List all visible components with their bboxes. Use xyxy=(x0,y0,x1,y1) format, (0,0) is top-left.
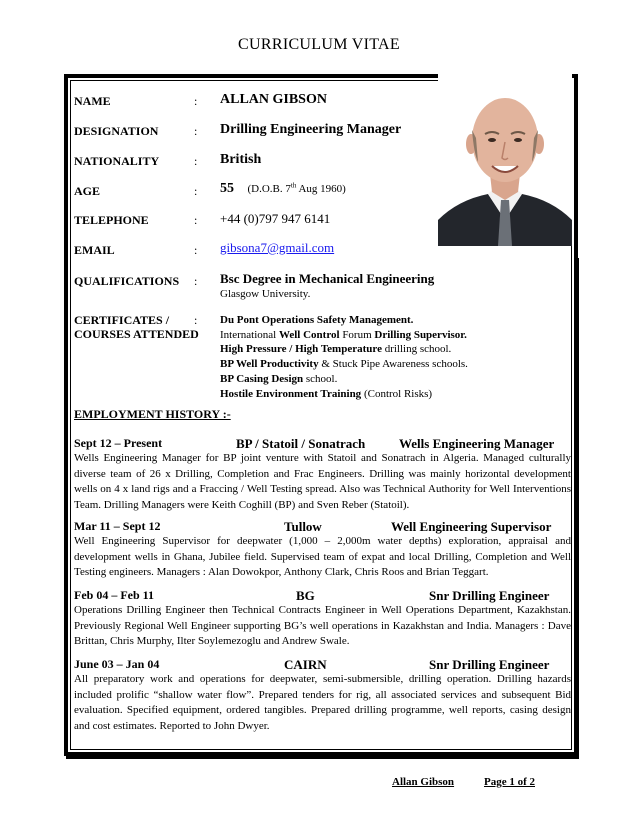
age-value-row xyxy=(220,181,346,197)
job-header xyxy=(74,588,571,604)
cert-line-2c: Forum xyxy=(339,328,375,341)
portrait-photo xyxy=(438,70,572,246)
job-description: Operations Drilling Engineer then Technical Contracts Engineer in Well Operations Department, Kazakhstan. Previously Regional Well Engineer supporting BG’s well operations in Kazakhstan and India. Managers : Dave Brittan, Chris Murphy, Ilter Soylemezoglu and Andrew Swale. xyxy=(74,604,571,647)
nationality-value: British xyxy=(220,152,262,167)
frame-shadow-right xyxy=(575,258,579,758)
employment-heading: EMPLOYMENT HISTORY :- xyxy=(74,407,231,421)
nationality-colon: : xyxy=(194,154,198,168)
nationality-label: NATIONALITY xyxy=(74,154,160,168)
cert-line-1: Du Pont Operations Safety Management. xyxy=(220,314,414,326)
cert-line-5 xyxy=(220,372,337,387)
qualifications-label: QUALIFICATIONS xyxy=(74,274,180,288)
job-dates: June 03 – Jan 04 xyxy=(74,657,160,671)
email-colon: : xyxy=(194,243,198,257)
dob-suffix: Aug 1960) xyxy=(296,183,346,195)
job-company: Tullow xyxy=(284,519,322,534)
job-dates: Feb 04 – Feb 11 xyxy=(74,588,154,602)
name-colon: : xyxy=(194,94,198,108)
dob-sup: th xyxy=(290,181,297,190)
job-header xyxy=(74,436,571,452)
cert-line-3 xyxy=(220,342,451,357)
job-company: CAIRN xyxy=(284,657,327,672)
cert-line-4 xyxy=(220,357,468,372)
telephone-value: +44 (0)797 947 6141 xyxy=(220,211,331,226)
job-dates: Sept 12 – Present xyxy=(74,436,163,450)
cert-line-2a: International xyxy=(220,328,279,341)
portrait-illustration xyxy=(438,70,572,246)
cert-line-6b: (Control Risks) xyxy=(361,387,433,400)
job-role: Well Engineering Supervisor xyxy=(391,519,552,534)
cert-line-6a: Hostile Environment Training xyxy=(220,387,362,400)
designation-colon: : xyxy=(194,124,198,138)
job-role: Snr Drilling Engineer xyxy=(429,588,550,603)
job-description: All preparatory work and operations for deepwater, semi-submersible, drilling operation. Drilling hazards included prolific “shallow water flow”. Prepared tenders for rig, all associated services and subsequent Bid evaluation. Specified equipment, ordered tangibles. Prepared drilling programme, well reports, casing design and cost estimates. Reported to John Dwyer. xyxy=(74,673,571,732)
certificates-colon: : xyxy=(194,313,198,327)
telephone-label: TELEPHONE xyxy=(74,213,149,227)
cert-line-2 xyxy=(220,328,467,343)
designation-label: DESIGNATION xyxy=(74,124,159,138)
qualifications-value: Bsc Degree in Mechanical Engineering xyxy=(220,271,435,286)
footer-name: Allan Gibson xyxy=(392,776,455,788)
job-header xyxy=(74,519,571,535)
dob xyxy=(248,183,346,195)
cert-line-6 xyxy=(220,387,432,402)
certificates-label-2: COURSES ATTENDED xyxy=(74,327,199,341)
document-title: CURRICULUM VITAE xyxy=(238,36,400,53)
email-link[interactable]: gibsona7@gmail.com xyxy=(220,240,335,255)
email-label: EMAIL xyxy=(74,243,115,257)
job-description: Well Engineering Supervisor for deepwater (1,000 – 2,000m water depths) exploration, appraisal and development wells in Ghana, Jubilee field. Supervised team of expat and local Drilling, Completion and Well Testing engineers. Managers : Alan Dowokpor, Anthony Clark, Chris Roos and Brian Teggart. xyxy=(74,535,571,578)
certificates-label-1: CERTIFICATES / xyxy=(74,313,170,327)
cert-line-4a: BP Well Productivity xyxy=(220,358,319,371)
job-role: Snr Drilling Engineer xyxy=(429,657,550,672)
qualifications-colon: : xyxy=(194,274,198,288)
cert-line-4b: & Stuck Pipe Awareness schools. xyxy=(318,358,468,371)
job-dates: Mar 11 – Sept 12 xyxy=(74,519,161,533)
designation-value: Drilling Engineering Manager xyxy=(220,122,402,137)
telephone-colon: : xyxy=(194,213,198,227)
job-header xyxy=(74,657,571,673)
dob-prefix: (D.O.B. 7 xyxy=(247,183,291,195)
footer-page: Page 1 of 2 xyxy=(484,776,536,788)
job-company: BP / Statoil / Sonatrach xyxy=(236,436,366,451)
cert-line-3b: drilling school. xyxy=(381,343,452,356)
age-value: 55 xyxy=(220,181,234,196)
email-value-wrap xyxy=(220,240,334,256)
job-company: BG xyxy=(296,588,315,603)
frame-shadow-bottom xyxy=(66,756,579,759)
age-label: AGE xyxy=(74,184,101,198)
qualifications-sub: Glasgow University. xyxy=(220,288,311,300)
cert-line-2d: Drilling Supervisor. xyxy=(374,328,467,341)
cert-line-2b: Well Control xyxy=(278,328,340,341)
age-colon: : xyxy=(194,184,198,198)
job-description: Wells Engineering Manager for BP joint venture with Statoil and Sonatrach in Algeria. Managed culturally diverse team of 26 x Drilling, Completion and Frac Engineers. Drilling was mainly horizontal development wells on 4 x land rigs and a Fraccing / Well Testing spread. Also was Technical Authority for Well Interventions Team. Drilling Managers were Keith Coghill (BP) and Sven Reber (Statoil). xyxy=(74,452,571,511)
job-role: Wells Engineering Manager xyxy=(399,436,555,451)
cert-line-3a: High Pressure / High Temperature xyxy=(220,343,382,356)
cert-line-5a: BP Casing Design xyxy=(220,372,304,385)
name-value: ALLAN GIBSON xyxy=(220,92,327,107)
name-label: NAME xyxy=(74,94,111,108)
cert-line-5b: school. xyxy=(303,372,338,385)
